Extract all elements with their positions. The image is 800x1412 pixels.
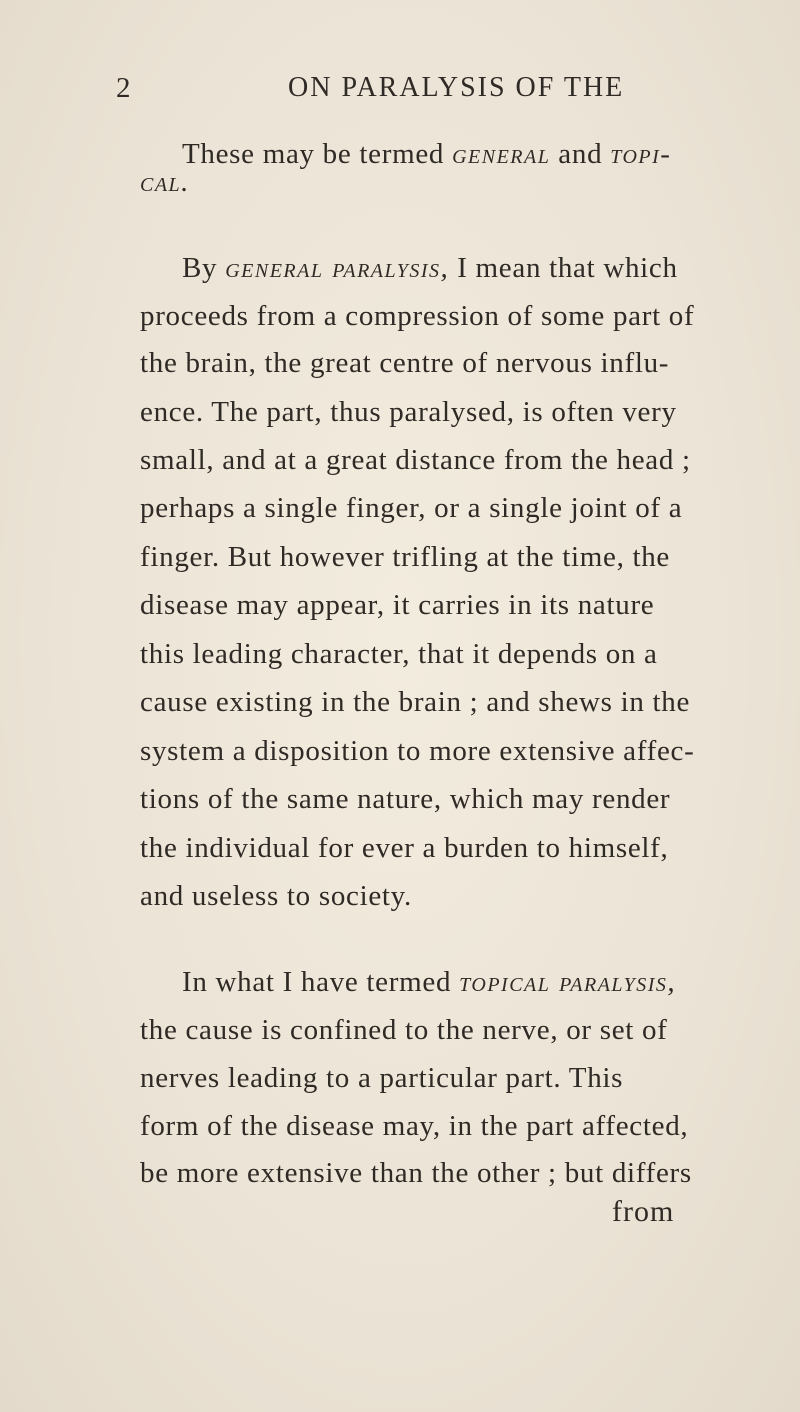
text-line: the individual for ever a burden to himself, <box>140 832 669 864</box>
text-line: and useless to society. <box>140 880 412 912</box>
page-number: 2 <box>116 72 132 104</box>
small-caps-text: topi- <box>610 138 672 170</box>
text-line: small, and at a great distance from the head ; <box>140 444 691 476</box>
text-run: and <box>550 138 611 170</box>
small-caps-text: topical paralysis, <box>459 966 677 998</box>
text-run: I mean that which <box>449 252 678 284</box>
catchword: from <box>612 1195 675 1228</box>
page-header <box>0 72 800 112</box>
text-line: proceeds from a compression of some part of <box>140 300 695 332</box>
text-line: system a disposition to more extensive affec- <box>140 735 695 767</box>
text-line <box>182 962 712 1002</box>
text-line: nerves leading to a particular part. This <box>140 1062 624 1094</box>
text-line: the cause is confined to the nerve, or set of <box>140 1014 668 1046</box>
running-head: ON PARALYSIS OF THE <box>288 72 625 103</box>
text-line: cause existing in the brain ; and shews in the <box>140 686 691 718</box>
text-line: be more extensive than the other ; but differs <box>140 1157 692 1189</box>
text-run: By <box>182 252 226 284</box>
small-caps-text: cal. <box>140 166 190 198</box>
text-line: this leading character, that it depends on a <box>140 638 658 670</box>
small-caps-text: general <box>452 138 551 170</box>
text-line: the brain, the great centre of nervous influ- <box>140 347 670 379</box>
text-line: ence. The part, thus paralysed, is often very <box>140 396 677 428</box>
text-line <box>140 162 670 202</box>
text-line: perhaps a single finger, or a single joint of a <box>140 492 683 524</box>
text-line: form of the disease may, in the part affected, <box>140 1110 689 1142</box>
text-line: tions of the same nature, which may render <box>140 783 671 815</box>
text-line: disease may appear, it carries in its nature <box>140 589 655 621</box>
text-line <box>182 248 712 288</box>
text-run: These may be termed <box>182 138 453 170</box>
text-line: finger. But however trifling at the time, the <box>140 541 671 573</box>
text-run: In what I have termed <box>182 966 460 998</box>
small-caps-text: general paralysis, <box>225 252 450 284</box>
